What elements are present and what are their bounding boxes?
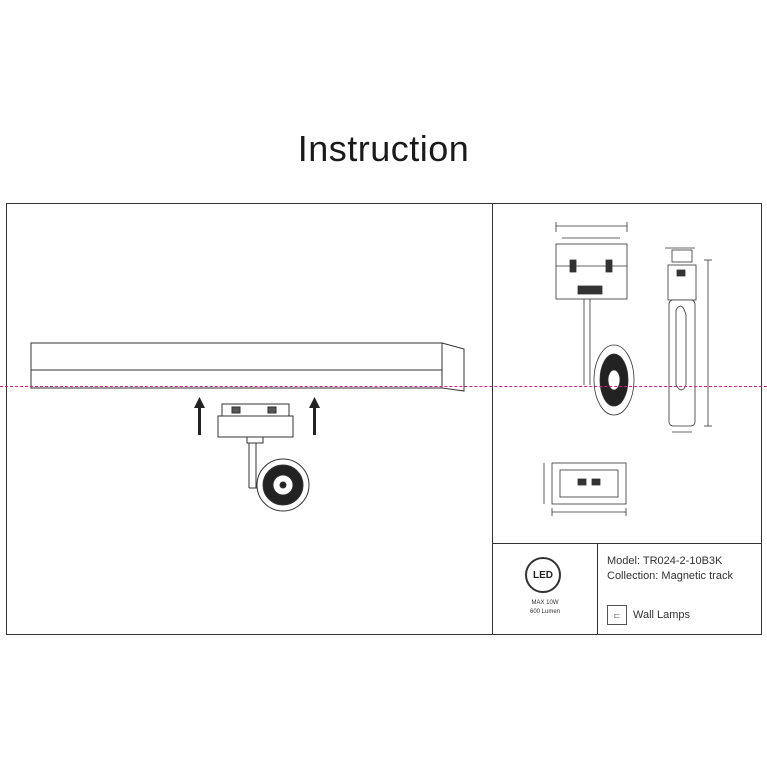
dimension-drawing-bottom bbox=[544, 463, 626, 516]
lamp-head bbox=[257, 459, 309, 511]
track-rail bbox=[31, 343, 464, 391]
wall-lamp-icon: ⊏ bbox=[607, 605, 627, 625]
arrow-up-icon bbox=[309, 397, 320, 435]
page-title: Instruction bbox=[297, 128, 470, 169]
lumen-spec: 600 Lumen bbox=[529, 609, 561, 615]
category-label: Wall Lamps bbox=[633, 609, 691, 621]
mounting-guide-line bbox=[0, 386, 767, 387]
led-badge: LED bbox=[525, 557, 561, 593]
model-label: Model: TR024-2-10B3K bbox=[607, 555, 723, 567]
dimension-drawing-side bbox=[665, 248, 712, 432]
arrow-up-icon bbox=[194, 397, 205, 435]
collection-label: Collection: Magnetic track bbox=[607, 570, 733, 582]
power-spec: MAX 10W bbox=[531, 600, 559, 606]
